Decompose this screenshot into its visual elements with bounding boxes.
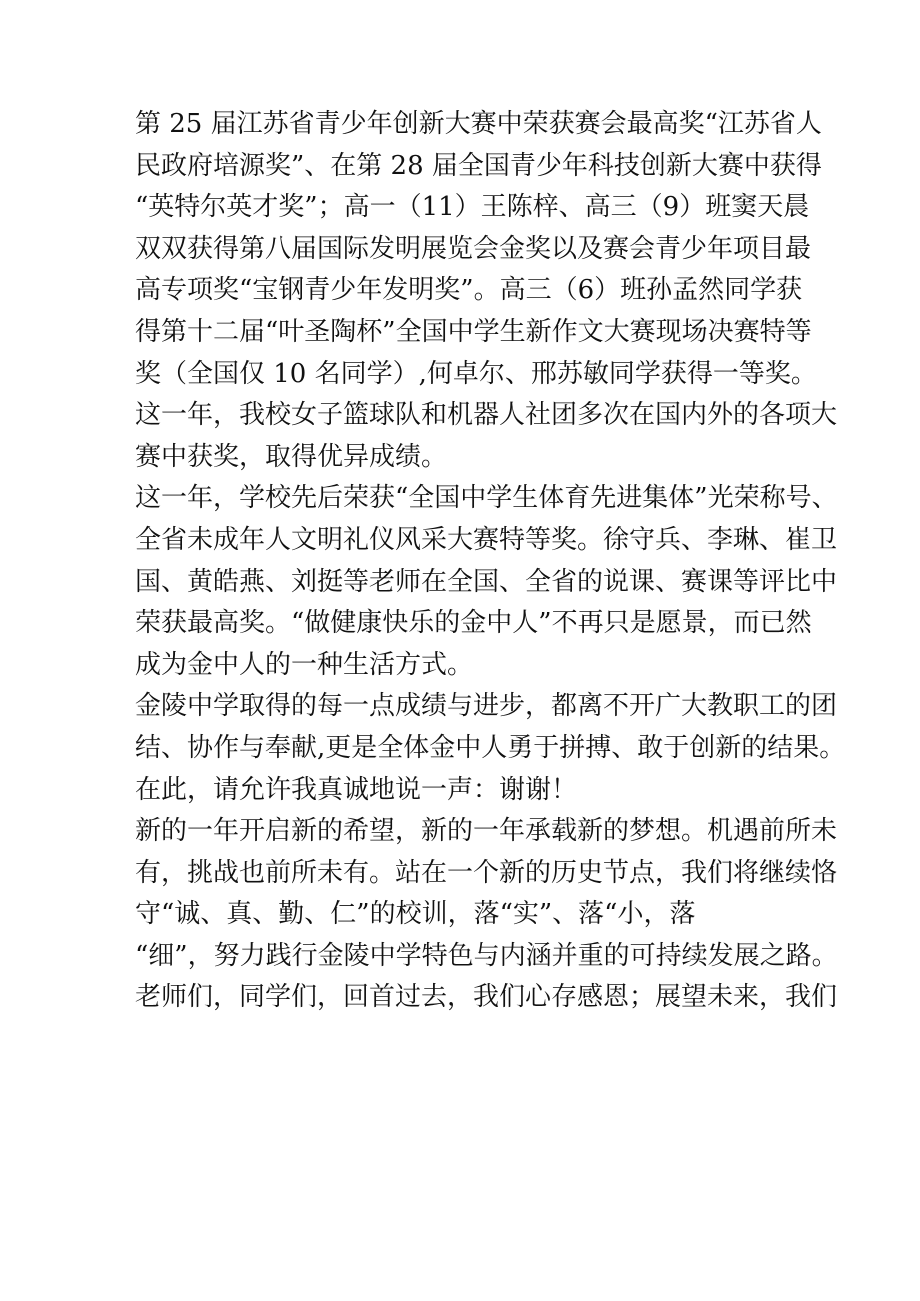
document-body [135, 104, 846, 1019]
text-line: 这一年，我校女子篮球队和机器人社团多次在国内外的各项大 [135, 400, 838, 431]
text-line: 高专项奖“宝钢青少年发明奖”。高三（6）班孙孟然同学获 [135, 275, 803, 306]
text-line: 在此，请允许我真诚地说一声：谢谢！ [135, 774, 578, 805]
text-line: 奖（全国仅 10 名同学）,何卓尔、邢苏敏同学获得一等奖。 [135, 358, 817, 389]
text-line: 成为金中人的一种生活方式。 [135, 649, 474, 680]
text-line: 老师们，同学们，回首过去，我们心存感恩；展望未来，我们 [135, 982, 838, 1013]
text-line: 这一年，学校先后荣获“全国中学生体育先进集体”光荣称号、 [135, 483, 838, 514]
text-line: 得第十二届“叶圣陶杯”全国中学生新作文大赛现场决赛特等 [135, 316, 812, 347]
text-line: 全省未成年人文明礼仪风采大赛特等奖。徐守兵、李琳、崔卫 [135, 524, 838, 555]
text-line: 民政府培源奖”、在第 28 届全国青少年科技创新大赛中获得 [135, 150, 822, 181]
text-line: 双双获得第八届国际发明展览会金奖以及赛会青少年项目最 [135, 233, 812, 264]
text-line: 赛中获奖，取得优异成绩。 [135, 441, 448, 472]
text-line: 新的一年开启新的希望，新的一年承载新的梦想。机遇前所未 [135, 816, 838, 847]
text-line: 金陵中学取得的每一点成绩与进步，都离不开广大教职工的团 [135, 691, 838, 722]
text-line: 国、黄皓燕、刘挺等老师在全国、全省的说课、赛课等评比中 [135, 566, 838, 597]
text-line: “英特尔英才奖”；高一（11）王陈梓、高三（9）班窦天晨 [135, 192, 810, 223]
text-line: “细”，努力践行金陵中学特色与内涵并重的可持续发展之路。 [135, 940, 838, 971]
text-line: 有，挑战也前所未有。站在一个新的历史节点，我们将继续恪 [135, 857, 838, 888]
text-line: 第 25 届江苏省青少年创新大赛中荣获赛会最高奖“江苏省人 [135, 109, 822, 139]
text-line: 守“诚、真、勤、仁”的校训，落“实”、落“小，落 [135, 899, 696, 930]
text-line: 结、协作与奉献,更是全体金中人勇于拼搏、敢于创新的结果。 [135, 732, 846, 763]
text-line: 荣获最高奖。“做健康快乐的金中人”不再只是愿景，而已然 [135, 608, 812, 639]
